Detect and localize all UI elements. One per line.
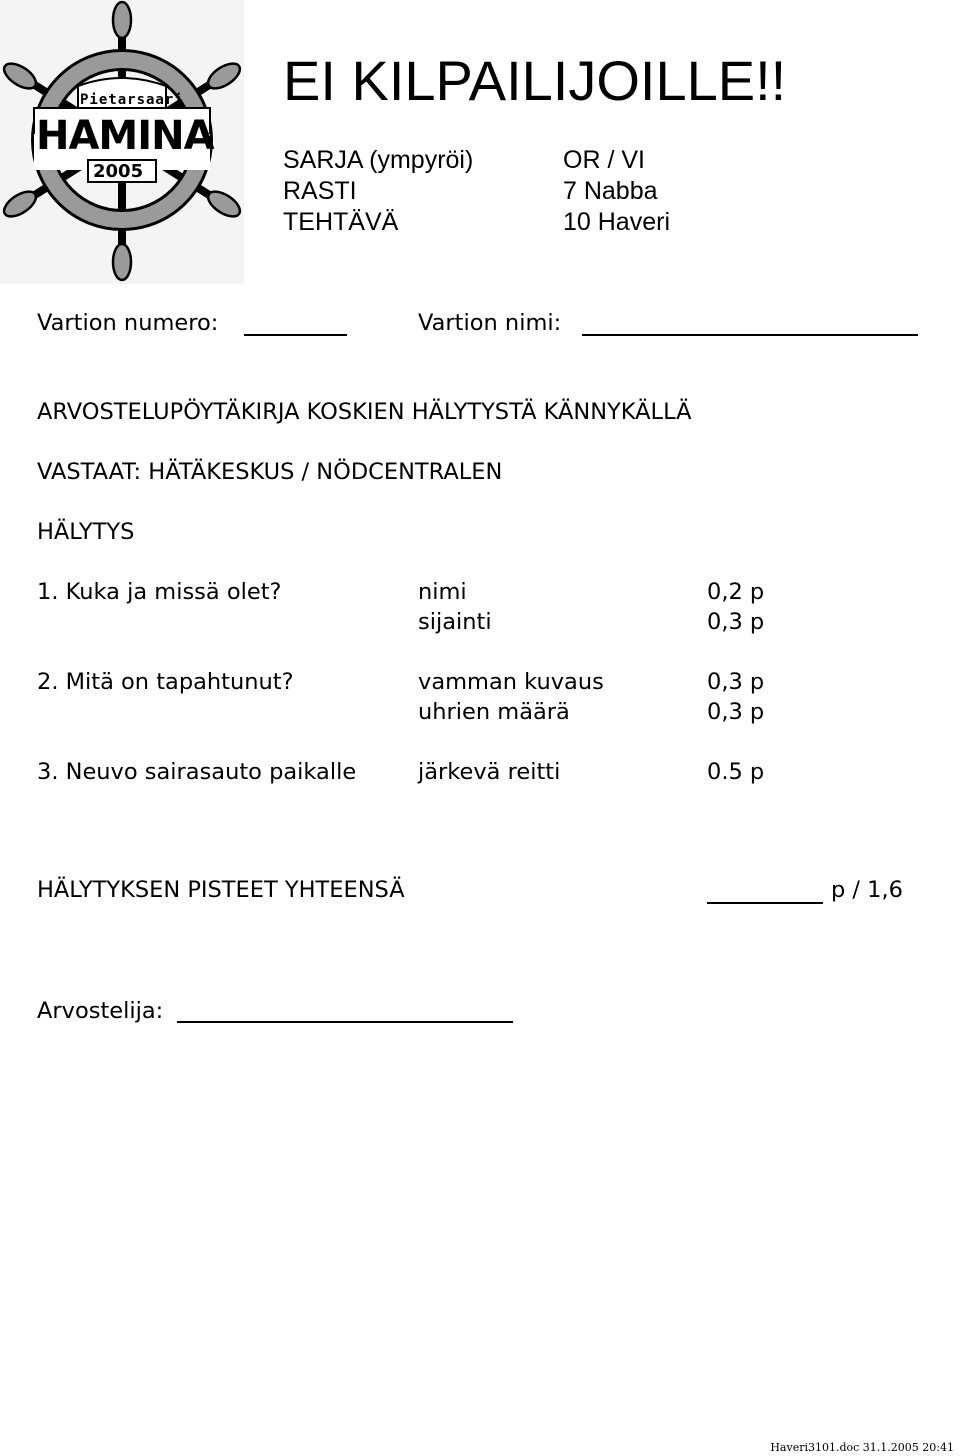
criterion-victims-points: 0,3 p: [707, 699, 765, 725]
criterion-injury: vamman kuvaus: [418, 669, 604, 695]
task-value: 10 Haveri: [563, 208, 670, 236]
answers-heading: VASTAAT: HÄTÄKESKUS / NÖDCENTRALEN: [37, 459, 503, 485]
team-number-label: Vartion numero:: [37, 310, 219, 336]
file-footer: Haveri3101.doc 31.1.2005 20:41: [770, 1441, 954, 1454]
question-1: 1. Kuka ja missä olet?: [37, 579, 282, 605]
total-points-field[interactable]: [707, 902, 823, 904]
criterion-victims: uhrien määrä: [418, 699, 570, 725]
criterion-injury-points: 0,3 p: [707, 669, 765, 695]
team-number-field[interactable]: [244, 334, 347, 336]
series-value: OR / VI: [563, 146, 645, 174]
task-label: TEHTÄVÄ: [283, 208, 399, 236]
series-label: SARJA (ympyröi): [283, 146, 474, 174]
criterion-location-points: 0,3 p: [707, 609, 765, 635]
judge-signature-field[interactable]: [177, 1021, 513, 1023]
criterion-name-points: 0,2 p: [707, 579, 765, 605]
section-heading: HÄLYTYS: [37, 519, 135, 545]
total-label: HÄLYTYKSEN PISTEET YHTEENSÄ: [37, 877, 405, 903]
criterion-location: sijainti: [418, 609, 492, 635]
checkpoint-value: 7 Nabba: [563, 177, 658, 205]
hamina-2005-logo: [0, 0, 244, 284]
logo-top-text: Pietarsaari: [80, 92, 184, 108]
question-3: 3. Neuvo sairasauto paikalle: [37, 759, 357, 785]
question-2: 2. Mitä on tapahtunut?: [37, 669, 294, 695]
checkpoint-label: RASTI: [283, 177, 357, 205]
judge-label: Arvostelija:: [37, 998, 164, 1024]
criterion-name: nimi: [418, 579, 467, 605]
logo-year: 2005: [93, 161, 144, 182]
criterion-route-points: 0.5 p: [707, 759, 765, 785]
team-name-label: Vartion nimi:: [418, 310, 562, 336]
page-title: EI KILPAILIJOILLE!!: [283, 49, 787, 112]
total-max: p / 1,6: [831, 877, 903, 903]
criterion-route: järkevä reitti: [418, 759, 561, 785]
logo-name: HAMINA: [36, 113, 214, 159]
team-name-field[interactable]: [582, 334, 918, 336]
protocol-heading: ARVOSTELUPÖYTÄKIRJA KOSKIEN HÄLYTYSTÄ KÄNNYKÄLLÄ: [37, 399, 692, 425]
